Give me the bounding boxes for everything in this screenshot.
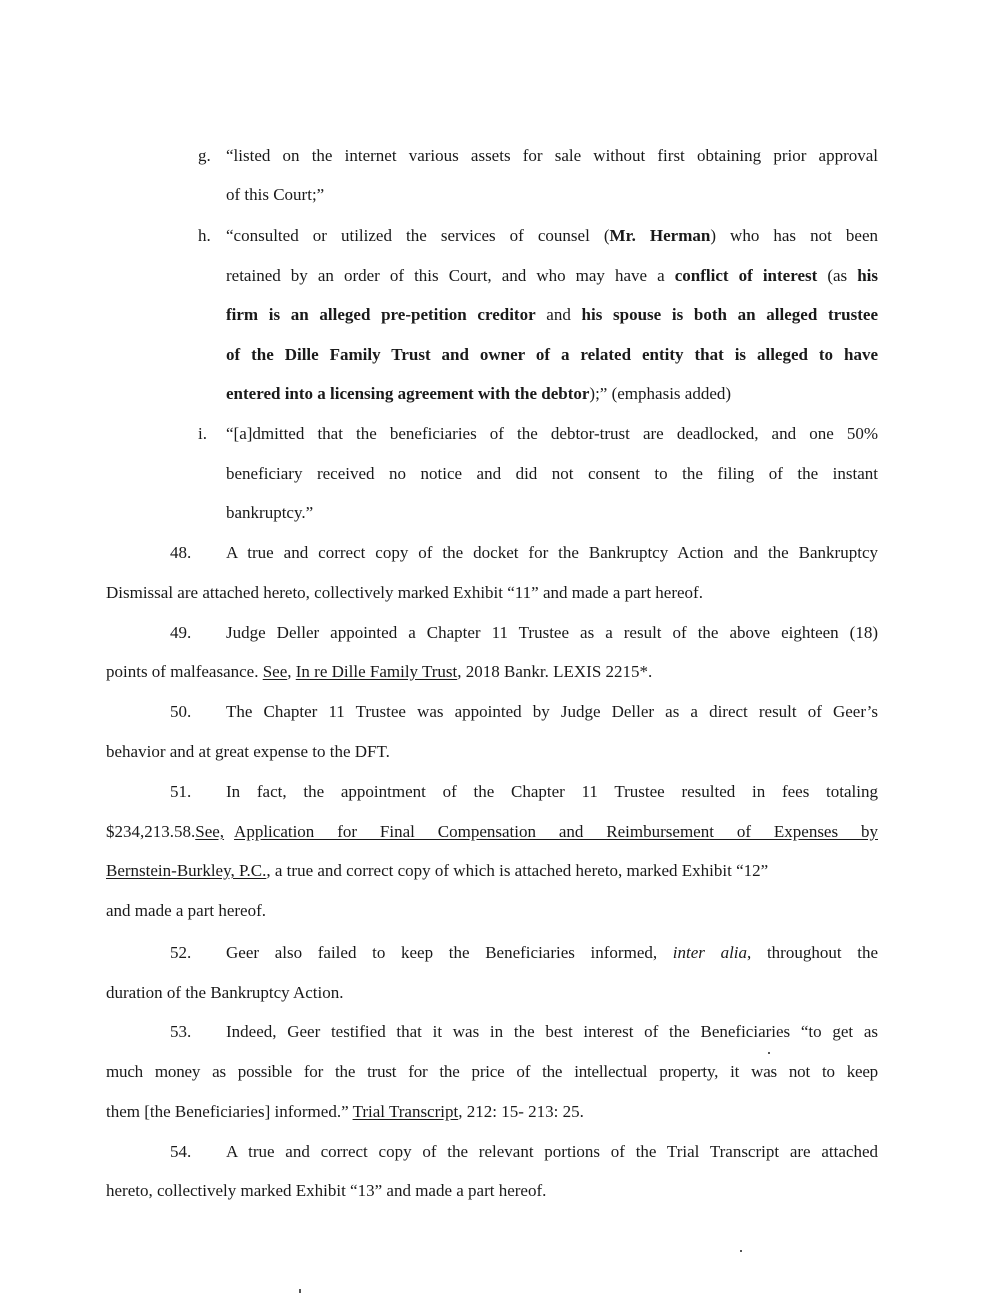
scan-artifact <box>740 1250 742 1252</box>
item-i-line-2: beneficiary received no notice and did not consent to the filing of the instant <box>226 464 878 483</box>
paragraph-48-line-2: Dismissal are attached hereto, collectively marked Exhibit “11” and made a part hereof. <box>106 583 703 602</box>
text: “consulted or utilized the services of counsel ( <box>226 226 610 245</box>
emphasis-text: Mr. Herman <box>609 226 711 245</box>
text: (as <box>817 266 858 285</box>
text: points of malfeasance. <box>106 662 263 681</box>
application-title-continued: Bernstein-Burkley, P.C. <box>106 861 267 880</box>
paragraph-54-number: 54. <box>170 1142 192 1161</box>
text: , a true and correct copy of which is attached hereto, marked Exhibit “12” <box>266 861 769 880</box>
paragraph-50-line-1: The Chapter 11 Trustee was appointed by Judge Deller as a direct result of Geer’s <box>226 702 878 721</box>
item-g-marker: g. <box>198 146 211 165</box>
item-h-line-3 <box>226 305 878 325</box>
text: , throughout the <box>747 943 878 962</box>
paragraph-49-line-2 <box>106 662 652 682</box>
text: , <box>287 662 296 681</box>
case-citation: In re Dille Family Trust <box>295 662 458 681</box>
paragraph-52-line-1 <box>226 943 878 963</box>
paragraph-53-line-2: much money as possible for the trust for the price of the intellectual property, it was not to keep <box>106 1062 878 1081</box>
item-h-line-1 <box>226 226 878 246</box>
paragraph-51-line-2 <box>106 822 878 842</box>
emphasis-text: conflict of interest <box>674 266 818 285</box>
text: and <box>535 305 582 324</box>
paragraph-50-number: 50. <box>170 702 192 721</box>
paragraph-52-number: 52. <box>170 943 192 962</box>
text: , 212: 15- 213: 25. <box>458 1102 584 1121</box>
emphasis-text: his <box>857 266 878 285</box>
paragraph-51-line-1: In fact, the appointment of the Chapter 11 Trustee resulted in fees totaling <box>226 782 878 801</box>
paragraph-54-line-1: A true and correct copy of the relevant portions of the Trial Transcript are attached <box>226 1142 878 1161</box>
paragraph-51-number: 51. <box>170 782 192 801</box>
transcript-citation: Trial Transcript <box>352 1102 459 1121</box>
text: , 2018 Bankr. LEXIS 2215*. <box>457 662 653 681</box>
item-h-line-2 <box>226 266 878 286</box>
paragraph-50-line-2: behavior and at great expense to the DFT. <box>106 742 390 761</box>
emphasis-text: firm is an alleged pre-petition creditor <box>226 305 536 324</box>
paragraph-54-line-2: hereto, collectively marked Exhibit “13” and made a part hereof. <box>106 1181 547 1200</box>
emphasis-text: entered into a licensing agreement with the debtor <box>226 384 590 403</box>
text: ) who has not been <box>710 226 878 245</box>
item-h-line-5 <box>226 384 731 404</box>
scan-artifact <box>299 1289 301 1293</box>
paragraph-48-number: 48. <box>170 543 192 562</box>
latin-phrase: inter alia <box>672 943 748 962</box>
paragraph-49-line-1: Judge Deller appointed a Chapter 11 Trustee as a result of the above eighteen (18) <box>226 623 878 642</box>
text: Geer also failed to keep the Beneficiaries informed, <box>226 943 673 962</box>
paragraph-51-line-3 <box>106 861 878 881</box>
item-i-line-1: “[a]dmitted that the beneficiaries of the debtor-trust are deadlocked, and one 50% <box>226 424 878 443</box>
item-g-line-1: “listed on the internet various assets for sale without first obtaining prior approval <box>226 146 878 165</box>
emphasis-text: his spouse is both an alleged trustee <box>581 305 878 324</box>
paragraph-51-line-4: and made a part hereof. <box>106 901 266 920</box>
application-title: Application for Final Compensation and Reimbursement of Expenses by <box>234 822 878 841</box>
item-h-line-4: of the Dille Family Trust and owner of a related entity that is alleged to have <box>226 345 878 364</box>
text: );” (emphasis added) <box>589 384 732 403</box>
text: them [the Beneficiaries] informed.” <box>106 1102 353 1121</box>
item-i-line-3: bankruptcy.” <box>226 503 314 522</box>
fee-amount: $234,213.58. <box>106 822 196 841</box>
paragraph-53-line-3 <box>106 1102 584 1122</box>
signal-see: See <box>262 662 288 681</box>
item-i-marker: i. <box>198 424 207 443</box>
text: retained by an order of this Court, and who may have a <box>226 266 675 285</box>
paragraph-48-line-1: A true and correct copy of the docket for the Bankruptcy Action and the Bankruptcy <box>226 543 878 562</box>
paragraph-52-line-2: duration of the Bankruptcy Action. <box>106 983 344 1002</box>
paragraph-49-number: 49. <box>170 623 192 642</box>
paragraph-53-line-1: Indeed, Geer testified that it was in the best interest of the Beneficiaries “to get as <box>226 1022 878 1041</box>
item-h-marker: h. <box>198 226 211 245</box>
paragraph-53-number: 53. <box>170 1022 192 1041</box>
scan-artifact <box>768 1052 770 1054</box>
item-g-line-2: of this Court;” <box>226 185 325 204</box>
signal-see: See, <box>195 822 225 841</box>
